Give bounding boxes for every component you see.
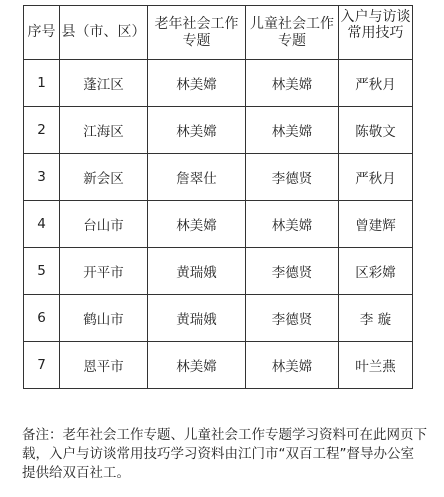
header-interview-skills-text: 入户与访谈常用技巧 <box>340 9 411 41</box>
cell-skill: 严秋月 <box>339 60 413 107</box>
cell-county: 恩平市 <box>60 342 148 389</box>
cell-elderly: 林美嫦 <box>148 201 246 248</box>
cell-skill: 陈敬文 <box>339 107 413 154</box>
cell-elderly: 黄瑞娥 <box>148 295 246 342</box>
cell-elderly: 林美嫦 <box>148 342 246 389</box>
cell-child: 林美嫦 <box>246 201 339 248</box>
cell-elderly: 詹翠仕 <box>148 154 246 201</box>
table-header-row <box>24 6 413 60</box>
header-county: 县（市、区） <box>60 6 148 60</box>
cell-seq: 2 <box>24 107 60 154</box>
table-row <box>24 60 413 107</box>
cell-seq: 1 <box>24 60 60 107</box>
cell-elderly: 黄瑞娥 <box>148 248 246 295</box>
header-interview-skills <box>339 6 413 60</box>
cell-county: 开平市 <box>60 248 148 295</box>
header-elderly-topic: 老年社会工作专题 <box>148 6 246 60</box>
cell-child: 李德贤 <box>246 154 339 201</box>
header-child-topic: 儿童社会工作专题 <box>246 6 339 60</box>
cell-skill: 曾建辉 <box>339 201 413 248</box>
table-row <box>24 107 413 154</box>
cell-elderly: 林美嫦 <box>148 60 246 107</box>
cell-child: 林美嫦 <box>246 342 339 389</box>
table-row <box>24 342 413 389</box>
cell-skill: 李 璇 <box>339 295 413 342</box>
cell-seq: 6 <box>24 295 60 342</box>
cell-child: 林美嫦 <box>246 60 339 107</box>
cell-county: 新会区 <box>60 154 148 201</box>
cell-child: 李德贤 <box>246 248 339 295</box>
schedule-table-container <box>23 5 413 389</box>
footnote-remark: 备注：老年社会工作专题、儿童社会工作专题学习资料可在此网页下载，入户与访谈常用技巧学习资料由江门市“双百工程”督导办公室提供给双百社工。 <box>22 427 427 481</box>
cell-child: 林美嫦 <box>246 107 339 154</box>
schedule-table <box>23 5 413 389</box>
cell-county: 蓬江区 <box>60 60 148 107</box>
header-seq: 序号 <box>24 6 60 60</box>
table-row <box>24 201 413 248</box>
cell-seq: 5 <box>24 248 60 295</box>
cell-county: 江海区 <box>60 107 148 154</box>
table-row <box>24 248 413 295</box>
cell-skill: 叶兰燕 <box>339 342 413 389</box>
table-row <box>24 154 413 201</box>
cell-child: 李德贤 <box>246 295 339 342</box>
cell-skill: 严秋月 <box>339 154 413 201</box>
cell-elderly: 林美嫦 <box>148 107 246 154</box>
cell-seq: 7 <box>24 342 60 389</box>
cell-county: 鹤山市 <box>60 295 148 342</box>
cell-seq: 3 <box>24 154 60 201</box>
table-row <box>24 295 413 342</box>
cell-county: 台山市 <box>60 201 148 248</box>
cell-seq: 4 <box>24 201 60 248</box>
cell-skill: 区彩嫦 <box>339 248 413 295</box>
